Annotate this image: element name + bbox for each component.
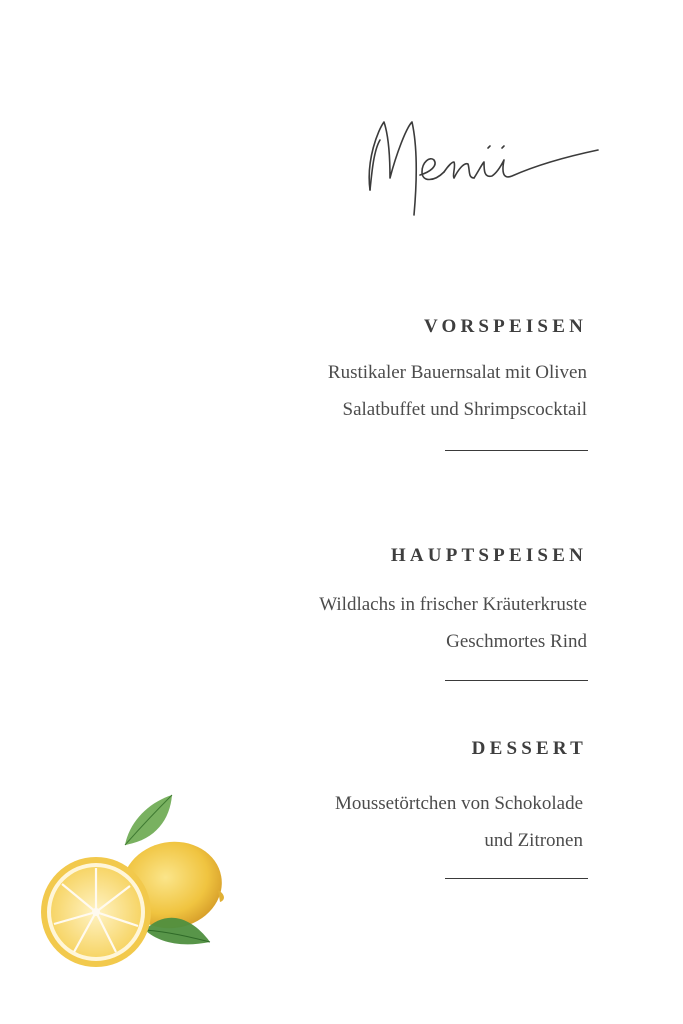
section-divider (445, 450, 588, 451)
dish-item: Salatbuffet und Shrimpscocktail (342, 399, 587, 420)
section-heading-hauptspeisen: HAUPTSPEISEN (390, 545, 587, 566)
dish-item: Moussetörtchen von Schokolade (334, 793, 583, 814)
section-heading-vorspeisen: VORSPEISEN (423, 316, 587, 337)
menu-title-script (360, 100, 610, 230)
dish-item: Rustikaler Bauernsalat mit Oliven (327, 362, 587, 383)
lemon-illustration-icon (30, 790, 240, 975)
section-heading-dessert: DESSERT (471, 738, 587, 759)
dish-item: Geschmortes Rind (446, 631, 587, 652)
section-divider (445, 878, 588, 879)
section-divider (445, 680, 588, 681)
dish-item: Wildlachs in frischer Kräuterkruste (319, 594, 587, 615)
dish-item: und Zitronen (484, 830, 583, 851)
